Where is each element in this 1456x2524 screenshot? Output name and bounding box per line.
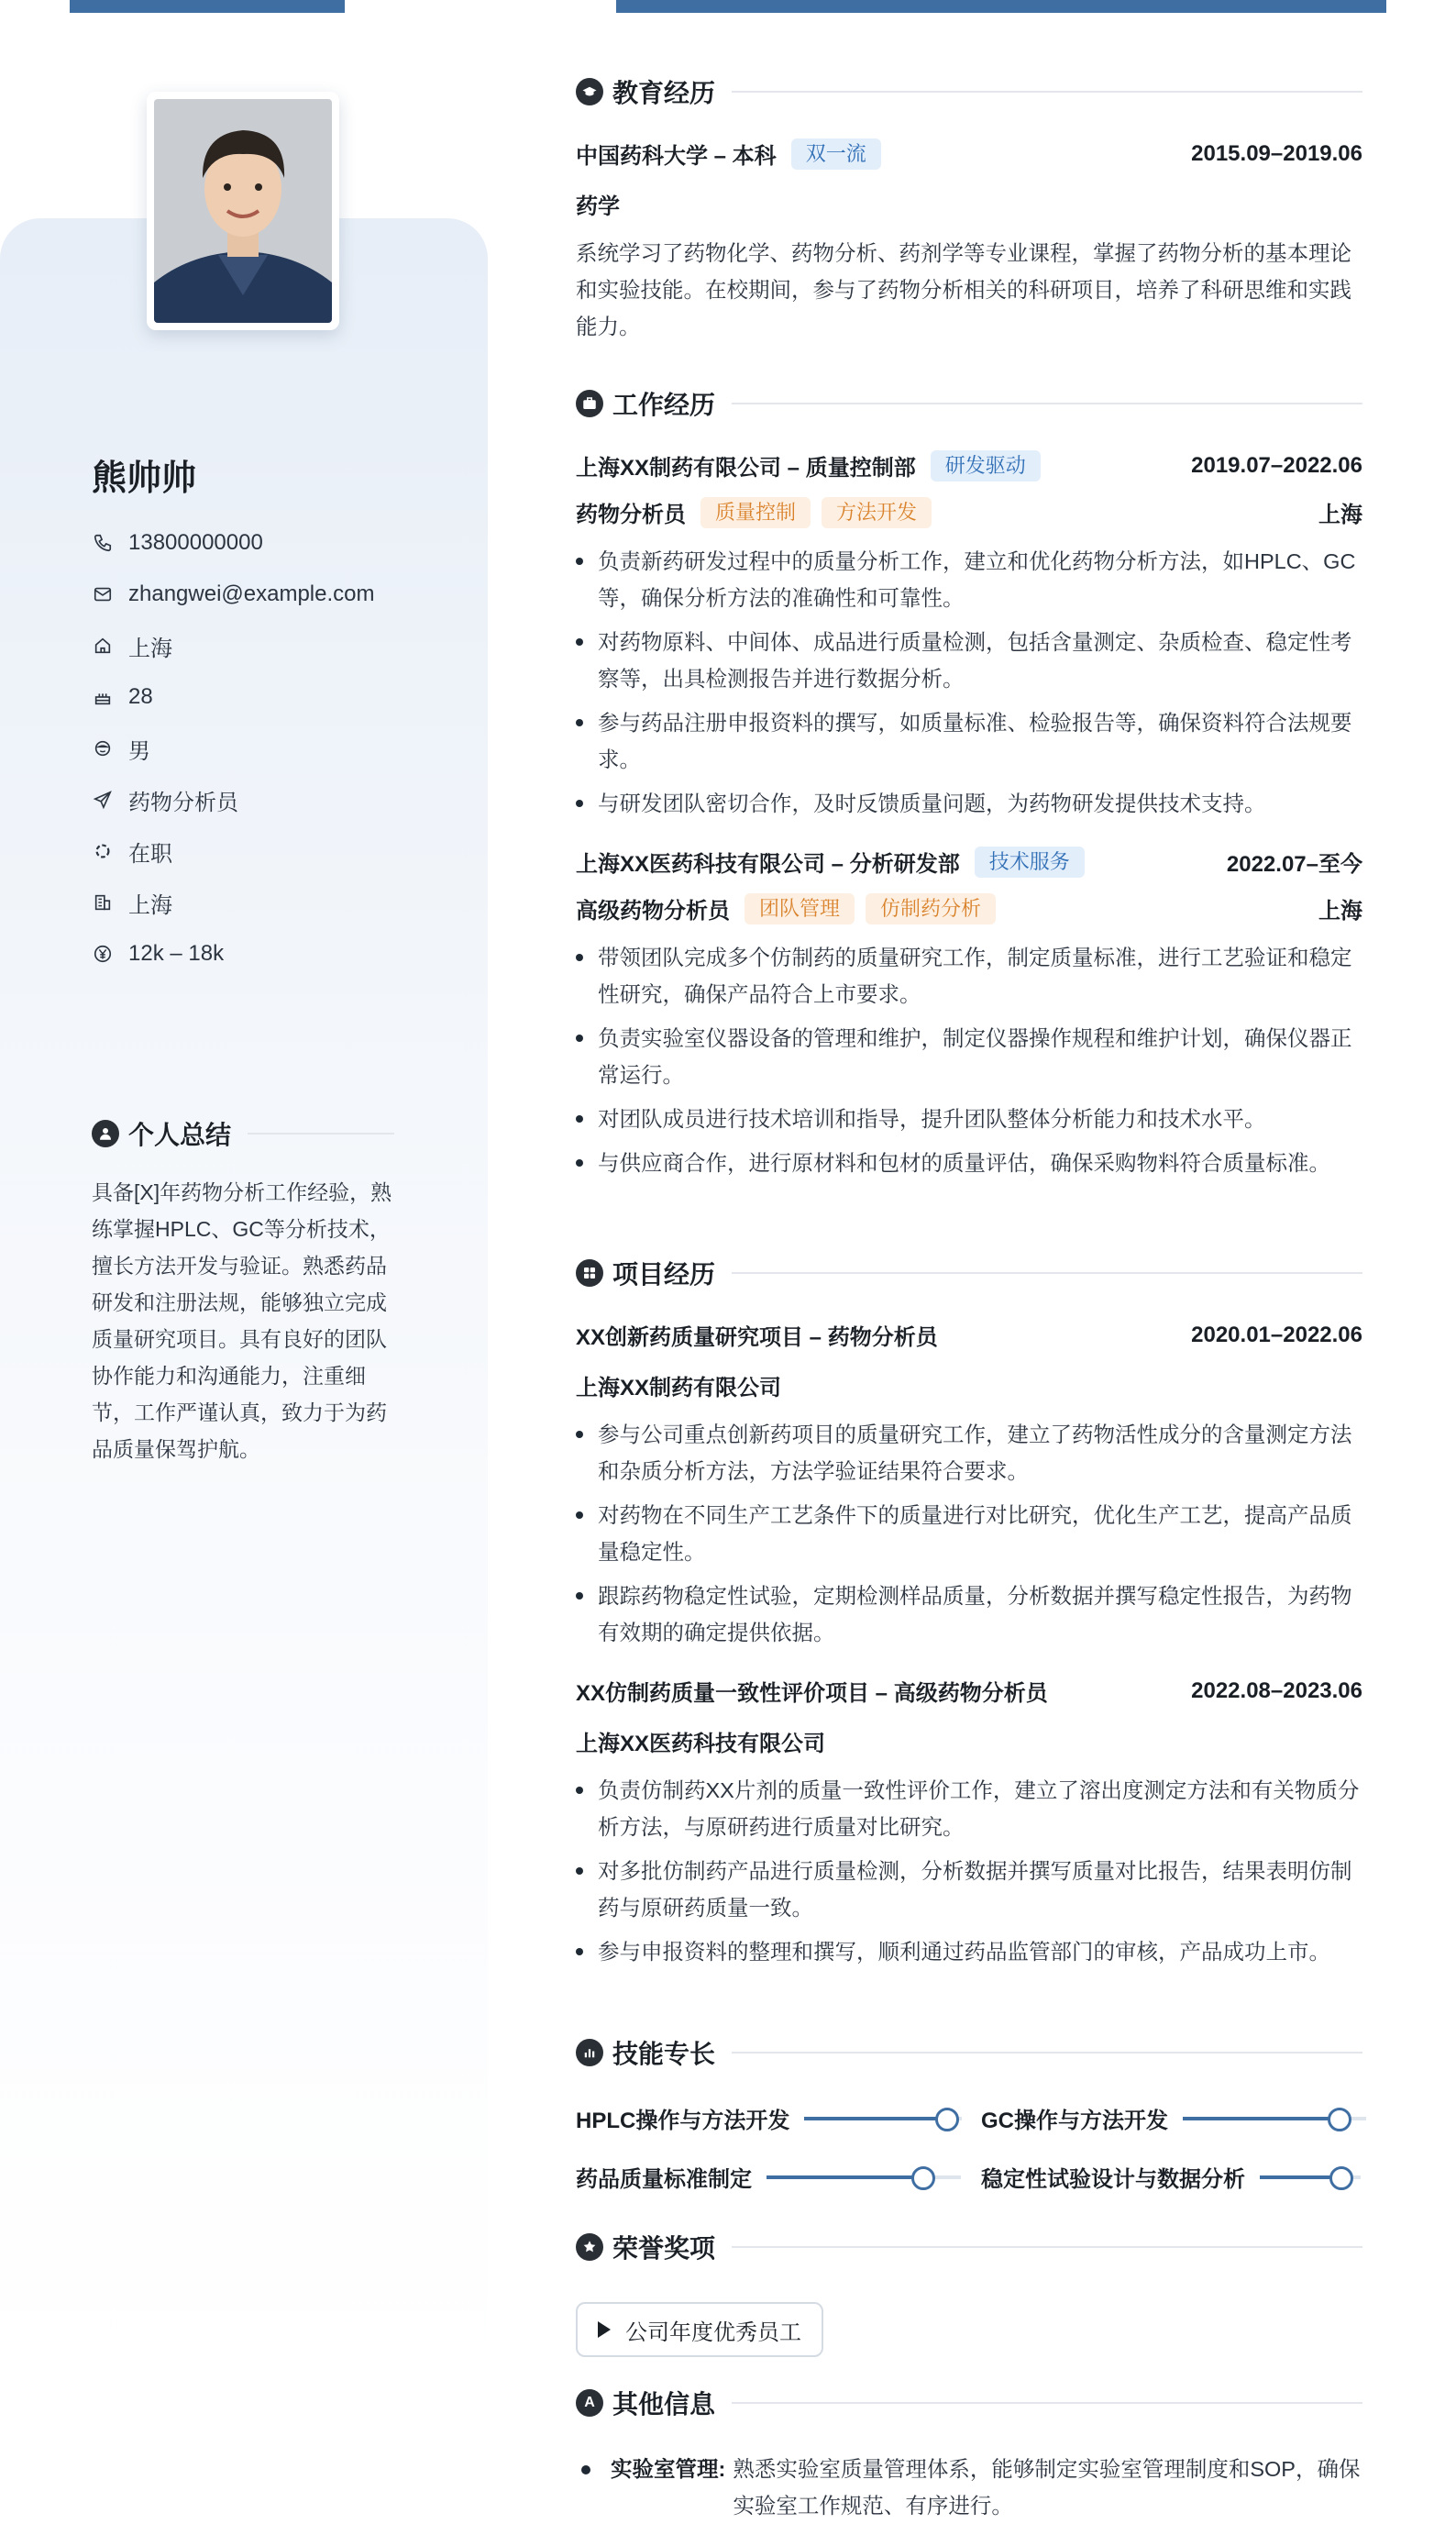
play-icon xyxy=(598,2321,611,2338)
position-value: 药物分析员 xyxy=(128,790,238,815)
job-role-row xyxy=(576,496,1362,528)
summary-text: 具备[X]年药物分析工作经验，熟练掌握HPLC、GC等分析技术，擅长方法开发与验证。熟悉药品研发和注册法规，能够独立完成质量研究项目。具有良好的团队协作能力和沟通能力，注重细节，工作严谨认真，致力于为药品质量保驾护航。 xyxy=(92,1180,392,1461)
skill-item xyxy=(981,2161,1361,2193)
section-divider xyxy=(732,403,1362,404)
project-header-row xyxy=(576,1675,1362,1707)
project-date: 2020.01–2022.06 xyxy=(1191,1322,1362,1347)
work-title: 工作经历 xyxy=(612,391,716,419)
section-divider xyxy=(732,1272,1362,1274)
job-skill-tag: 仿制药分析 xyxy=(866,893,996,924)
summary-header xyxy=(92,1115,394,1152)
top-accent-bar-left xyxy=(70,0,345,13)
list-item: 参与申报资料的整理和撰写，顺利通过药品监管部门的审核，产品成功上市。 xyxy=(576,1933,1362,1970)
job-skill-tag: 团队管理 xyxy=(745,893,855,924)
project-header-row xyxy=(576,1319,1362,1351)
job-header-row xyxy=(576,846,1362,878)
skill-level-fill xyxy=(1260,2175,1340,2179)
skills-header xyxy=(576,2034,1362,2071)
job-skill-tag: 方法开发 xyxy=(822,497,932,528)
award-label: 公司年度优秀员工 xyxy=(625,2319,801,2345)
email-value: zhangwei@example.com xyxy=(128,581,375,606)
school-name: 中国药科大学 – 本科 xyxy=(576,144,777,169)
job-city: 上海 xyxy=(1318,899,1362,924)
work-header xyxy=(576,385,1362,422)
job-city: 上海 xyxy=(1318,503,1362,527)
skill-level-fill xyxy=(1183,2117,1339,2120)
skill-level-bar xyxy=(804,2117,962,2120)
project-org: 上海XX医药科技有限公司 xyxy=(576,1732,826,1756)
building-icon xyxy=(92,891,114,913)
other-title: 其他信息 xyxy=(612,2390,716,2419)
section-divider xyxy=(732,91,1362,93)
skill-level-knob xyxy=(1328,2108,1351,2131)
location-row xyxy=(92,627,172,664)
job-company: 上海XX制药有限公司 – 质量控制部 xyxy=(576,456,916,481)
gender-row xyxy=(92,730,150,767)
city-row xyxy=(92,884,172,921)
face-icon xyxy=(92,737,114,759)
other-header xyxy=(576,2385,1362,2421)
phone-value: 13800000000 xyxy=(128,530,263,555)
major: 药学 xyxy=(576,194,620,219)
award-chip xyxy=(576,2302,823,2357)
position-row xyxy=(92,781,238,818)
project-bullets xyxy=(576,1772,1362,1970)
salary-row xyxy=(92,935,224,972)
phone-icon xyxy=(92,532,114,554)
graduation-cap-icon xyxy=(576,78,603,105)
projects-title: 项目经历 xyxy=(612,1260,716,1289)
section-divider xyxy=(248,1133,394,1135)
candidate-name: 熊帅帅 xyxy=(92,459,197,498)
job-tag: 研发驱动 xyxy=(931,450,1041,482)
yen-icon xyxy=(92,943,114,965)
skill-label: HPLC操作与方法开发 xyxy=(576,2109,790,2133)
job-entry xyxy=(576,846,1362,1181)
location-value: 上海 xyxy=(128,636,172,661)
list-item: 负责实验室仪器设备的管理和维护，制定仪器操作规程和维护计划，确保仪器正常运行。 xyxy=(576,1020,1362,1093)
work-section xyxy=(576,385,1362,1189)
projects-section xyxy=(576,1255,1362,1977)
education-title: 教育经历 xyxy=(612,79,716,107)
other-text: 熟悉实验室质量管理体系，能够制定实验室管理制度和SOP，确保实验室工作规范、有序进行。 xyxy=(733,2457,1361,2518)
job-bullets xyxy=(576,939,1362,1181)
skill-item xyxy=(576,2161,961,2193)
job-skill-tag: 质量控制 xyxy=(700,497,811,528)
award-icon xyxy=(576,2233,603,2261)
info-icon: A xyxy=(576,2389,603,2417)
job-role: 高级药物分析员 xyxy=(576,899,730,924)
honors-title: 荣誉奖项 xyxy=(612,2234,716,2263)
skill-level-knob xyxy=(911,2166,935,2190)
top-accent-bar-right xyxy=(616,0,1386,13)
other-label: 实验室管理: xyxy=(611,2457,726,2481)
project-entry xyxy=(576,1319,1362,1651)
birthday-cake-icon xyxy=(92,686,114,708)
other-item xyxy=(576,2451,1362,2524)
job-tag: 技术服务 xyxy=(975,847,1085,878)
list-item: 带领团队完成多个仿制药的质量研究工作，制定质量标准，进行工艺验证和稳定性研究，确保产品符合上市要求。 xyxy=(576,939,1362,1013)
projects-header xyxy=(576,1255,1362,1291)
skill-level-bar xyxy=(1183,2117,1366,2120)
list-item: 对药物在不同生产工艺条件下的质量进行对比研究，优化生产工艺，提高产品质量稳定性。 xyxy=(576,1497,1362,1570)
list-item: 与供应商合作，进行原材料和包材的质量评估，确保采购物料符合质量标准。 xyxy=(576,1145,1362,1181)
phone-row xyxy=(92,525,263,561)
section-divider xyxy=(732,2402,1362,2404)
project-entry xyxy=(576,1675,1362,1970)
status-value: 在职 xyxy=(128,841,172,867)
skill-level-fill xyxy=(767,2175,922,2179)
other-section xyxy=(576,2385,1362,2421)
summary-section xyxy=(92,1115,394,1467)
age-value: 28 xyxy=(128,684,153,709)
gender-value: 男 xyxy=(128,738,150,764)
status-icon xyxy=(92,840,114,862)
skill-level-bar xyxy=(767,2175,961,2179)
list-item: 参与药品注册申报资料的撰写，如质量标准、检验报告等，确保资料符合法规要求。 xyxy=(576,704,1362,778)
summary-title: 个人总结 xyxy=(128,1121,232,1149)
job-role-row xyxy=(576,892,1362,924)
job-date: 2022.07–至今 xyxy=(1226,852,1362,877)
bullet-dot xyxy=(581,2465,590,2474)
list-item: 对多批仿制药产品进行质量检测，分析数据并撰写质量对比报告，结果表明仿制药与原研药质量一致。 xyxy=(576,1853,1362,1926)
job-entry xyxy=(576,449,1362,822)
home-icon xyxy=(92,635,114,657)
job-bullets xyxy=(576,543,1362,822)
briefcase-icon xyxy=(576,390,603,417)
list-item: 对团队成员进行技术培训和指导，提升团队整体分析能力和技术水平。 xyxy=(576,1101,1362,1137)
skill-item xyxy=(981,2102,1366,2134)
honors-header xyxy=(576,2229,1362,2265)
list-item: 对药物原料、中间体、成品进行质量检测，包括含量测定、杂质检查、稳定性考察等，出具检测报告并进行数据分析。 xyxy=(576,624,1362,697)
bar-chart-icon xyxy=(576,2039,603,2066)
list-item: 负责仿制药XX片剂的质量一致性评价工作，建立了溶出度测定方法和有关物质分析方法，与原研药进行质量对比研究。 xyxy=(576,1772,1362,1845)
list-item: 参与公司重点创新药项目的质量研究工作，建立了药物活性成分的含量测定方法和杂质分析方法，方法学验证结果符合要求。 xyxy=(576,1416,1362,1489)
salary-value: 12k – 18k xyxy=(128,941,225,966)
education-date: 2015.09–2019.06 xyxy=(1191,140,1362,166)
skill-level-knob xyxy=(1329,2166,1353,2190)
job-date: 2019.07–2022.06 xyxy=(1191,452,1362,478)
project-bullets xyxy=(576,1416,1362,1651)
project-name: XX创新药质量研究项目 – 药物分析员 xyxy=(576,1325,938,1350)
skill-level-bar xyxy=(1260,2175,1361,2179)
section-divider xyxy=(732,2052,1362,2054)
list-item: 与研发团队密切合作，及时反馈质量问题，为药物研发提供技术支持。 xyxy=(576,785,1362,822)
project-date: 2022.08–2023.06 xyxy=(1191,1677,1362,1703)
skills-section xyxy=(576,2034,1362,2071)
project-org: 上海XX制药有限公司 xyxy=(576,1376,782,1400)
section-divider xyxy=(732,2246,1362,2248)
list-item: 负责新药研发过程中的质量分析工作，建立和优化药物分析方法，如HPLC、GC等，确保分析方法的准确性和可靠性。 xyxy=(576,543,1362,616)
skill-label: 药品质量标准制定 xyxy=(576,2167,752,2192)
project-name: XX仿制药质量一致性评价项目 – 高级药物分析员 xyxy=(576,1681,1048,1706)
send-icon xyxy=(92,789,114,811)
list-item: 跟踪药物稳定性试验，定期检测样品质量，分析数据并撰写稳定性报告，为药物有效期的确定提供依据。 xyxy=(576,1578,1362,1651)
skill-level-fill xyxy=(804,2117,946,2120)
grid-icon xyxy=(576,1259,603,1287)
education-row xyxy=(576,138,1362,170)
status-row xyxy=(92,833,172,869)
education-section xyxy=(576,73,1362,345)
school-tag: 双一流 xyxy=(791,138,881,170)
skill-label: 稳定性试验设计与数据分析 xyxy=(981,2167,1245,2192)
city-value: 上海 xyxy=(128,892,172,918)
avatar xyxy=(147,92,339,330)
mail-icon xyxy=(92,583,114,605)
education-header xyxy=(576,73,1362,110)
job-header-row xyxy=(576,449,1362,482)
age-row xyxy=(92,679,153,715)
honors-section xyxy=(576,2229,1362,2265)
email-row xyxy=(92,576,375,613)
job-role: 药物分析员 xyxy=(576,503,686,527)
skills-title: 技能专长 xyxy=(612,2040,716,2068)
skill-level-knob xyxy=(935,2108,959,2131)
user-icon xyxy=(92,1120,119,1147)
education-description: 系统学习了药物化学、药物分析、药剂学等专业课程，掌握了药物分析的基本理论和实验技能。在校期间，参与了药物分析相关的科研项目，培养了科研思维和实践能力。 xyxy=(576,241,1351,338)
avatar-photo xyxy=(154,99,332,323)
job-company: 上海XX医药科技有限公司 – 分析研发部 xyxy=(576,852,960,877)
skill-label: GC操作与方法开发 xyxy=(981,2109,1168,2133)
skill-item xyxy=(576,2102,962,2134)
